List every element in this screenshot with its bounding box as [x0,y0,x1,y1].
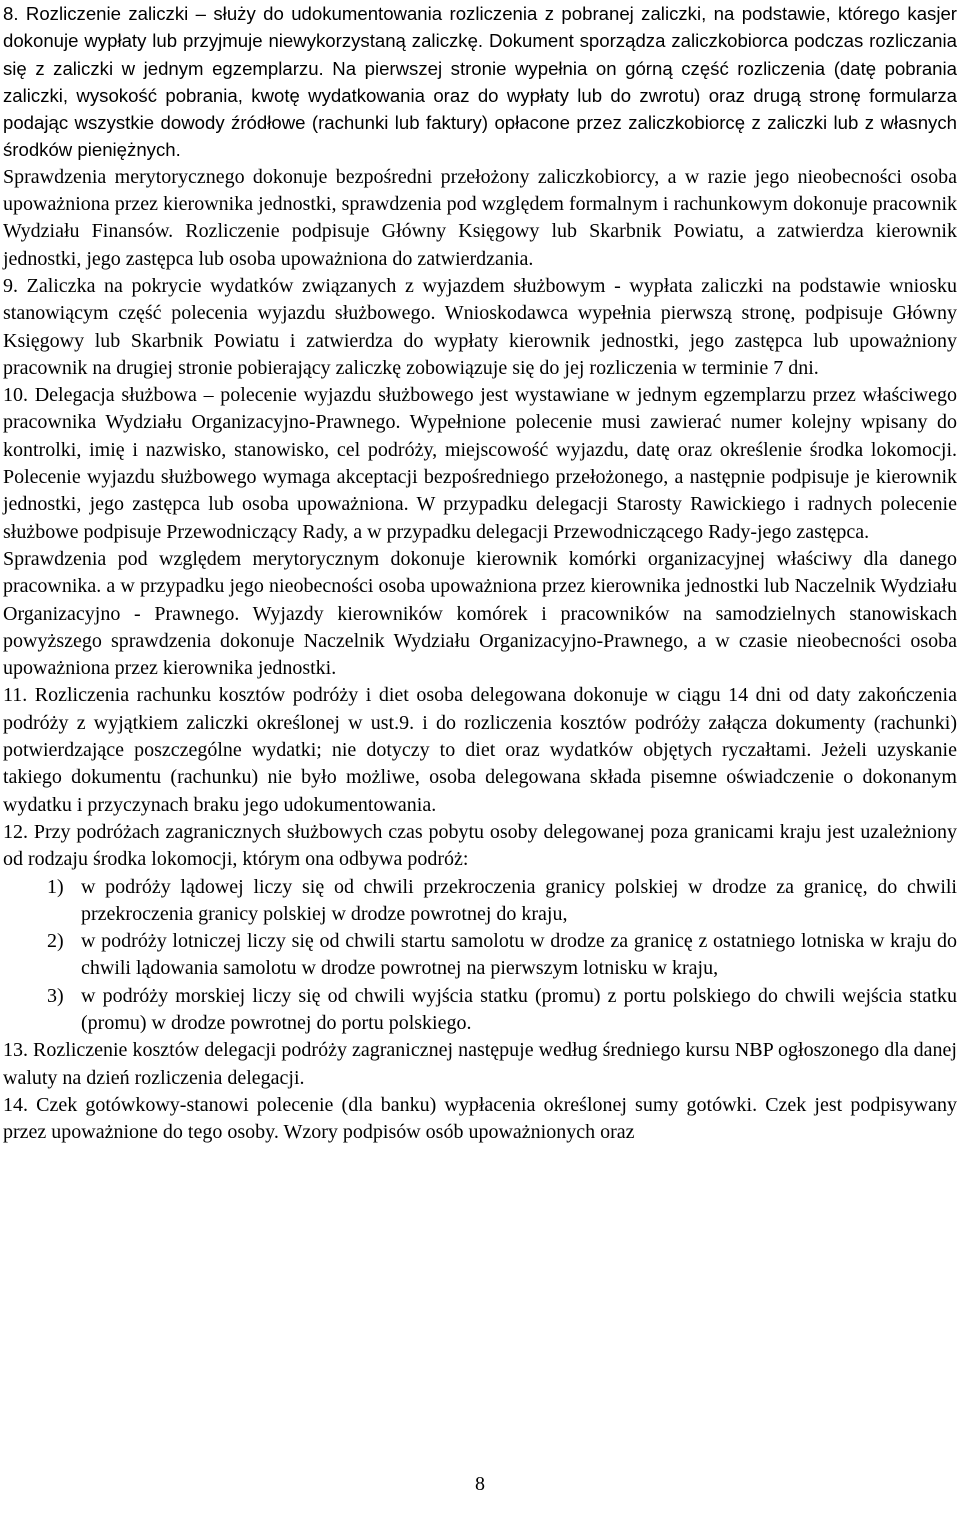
list-item-number: 3) [47,984,64,1007]
list-item [3,874,957,929]
list-item [3,928,957,983]
list-item-text: w podróży lotniczej liczy się od chwili startu samolotu w drodze za granicę z ostatniego lotniska w kraju do chwili lądowania samolotu w drodze powrotnej na pierwszym lotnisku w kraju, [81,930,957,980]
paragraph-10: 10. Delegacja służbowa – polecenie wyjazdu służbowego jest wystawiane w jednym egzemplarzu przez właściwego pracownika Wydziału Organizacyjno-Prawnego. Wypełnione polecenie musi zawierać numer kolejny wpisany do kontrolki, imię i nazwisko, stanowisko, cel podróży, miejscowość wyjazdu, datę oraz określenie środka lokomocji. Polecenie wyjazdu służbowego wymaga akceptacji bezpośredniego przełożonego, a następnie podpisuje je kierownik jednostki, jego zastępca lub osoba upoważniona. W przypadku delegacji Starosty Rawickiego i radnych polecenie służbowe podpisuje Przewodniczący Rady, a w przypadku delegacji Przewodniczącego Rady-jego zastępca. [3,384,957,543]
paragraph-11: 11. Rozliczenia rachunku kosztów podróży i diet osoba delegowana dokonuje w ciągu 14 dni od daty zakończenia podróży z wyjątkiem zaliczki określonej w ust.9. i do rozliczenia kosztów podróży załącza dokumenty (rachunki) potwierdzające poszczególne wydatki; nie dotyczy to diet oraz wydatków objętych ryczałtami. Jeżeli uzyskanie takiego dokumentu (rachunku) nie było możliwe, osoba delegowana składa pisemne oświadczenie o dokonanym wydatku i przyczynach braku jego udokumentowania. [3,684,957,816]
paragraph-12: 12. Przy podróżach zagranicznych służbowych czas pobytu osoby delegowanej poza granicami kraju jest uzależniony od rodzaju środka lokomocji, którym ona odbywa podróż: [3,820,957,871]
list-item-text: w podróży morskiej liczy się od chwili wyjścia statku (promu) z portu polskiego do chwili wejścia statku (promu) w drodze powrotnej do portu polskiego. [81,984,957,1034]
paragraph-8-verification: Sprawdzenia merytorycznego dokonuje bezpośredni przełożony zaliczkobiorcy, a w razie jego nieobecności osoba upoważniona przez kierownika jednostki, sprawdzenia pod względem formalnym i rachunkowym dokonuje pracownik Wydziału Finansów. Rozliczenie podpisuje Główny Księgowy lub Skarbnik Powiatu, a zatwierdza kierownik jednostki, jego zastępca lub osoba upoważniona do zatwierdzania. [3,165,957,270]
page-number: 8 [475,1473,485,1495]
list-item-text: w podróży lądowej liczy się od chwili przekroczenia granicy polskiej w drodze za granicę, do chwili przekroczenia granicy polskiej w drodze powrotnej do kraju, [81,875,957,925]
paragraph-13: 13. Rozliczenie kosztów delegacji podróży zagranicznej następuje według średniego kursu NBP ogłoszonego dla danej waluty na dzień rozliczenia delegacji. [3,1039,957,1089]
list-item-number: 1) [47,875,64,898]
paragraph-12-list [3,874,957,1038]
paragraph-8-details: Na pierwszej stronie wypełnia on górną część rozliczenia (datę pobrania zaliczki, wysokość pobrania, kwotę wydatkowania oraz do wypłaty lub do zwrotu) oraz drugą stronę formularza podając wszystkie dowody źródłowe (rachunki lub faktury) opłacone przez zaliczkobiorcę z zaliczki lub z własnych środków pieniężnych. [3,57,957,161]
paragraph-9: 9. Zaliczka na pokrycie wydatków związanych z wyjazdem służbowym - wypłata zaliczki na podstawie wniosku stanowiącym część polecenia wyjazdu służbowego. Wnioskodawca wypełnia pierwszą stronę, podpisuje Główny Księgowy lub Skarbnik Powiatu i zatwierdza do wypłaty kierownik jednostki, jego zastępca lub upoważniony pracownik na drugiej stronie pobierający zaliczkę zobowiązuje się do jej rozliczenia w terminie 7 dni. [3,274,957,379]
paragraph-8-intro: 8. Rozliczenie zaliczki – służy do udokumentowania rozliczenia z pobranej zaliczki, na podstawie, którego kasjer dokonuje wypłaty lub przyjmuje niewykorzystaną zaliczkę. Dokument sporządza zaliczkobiorca podczas rozliczania się z zaliczki w jednym egzemplarzu. [3,3,957,79]
paragraph-14: 14. Czek gotówkowy-stanowi polecenie (dla banku) wypłacenia określonej sumy gotówki. Czek jest podpisywany przez upoważnione do tego osoby. Wzory podpisów osób upoważnionych oraz [3,1093,957,1144]
paragraph-8 [3,0,957,164]
list-item [3,983,957,1038]
list-item-number: 2) [47,930,64,953]
paragraph-10-verification: Sprawdzenia pod względem merytorycznym dokonuje kierownik komórki organizacyjnej właściwy dla danego pracownika. a w przypadku jego nieobecności osoba upoważniona przez kierownika jednostki lub Naczelnik Wydziału Organizacyjno - Prawnego. Wyjazdy kierowników komórek i pracowników na samodzielnych stanowiskach powyższego sprawdzenia dokonuje Naczelnik Wydziału Organizacyjno-Prawnego, a w czasie nieobecności osoba upoważniona przez kierownika jednostki. [3,547,957,680]
